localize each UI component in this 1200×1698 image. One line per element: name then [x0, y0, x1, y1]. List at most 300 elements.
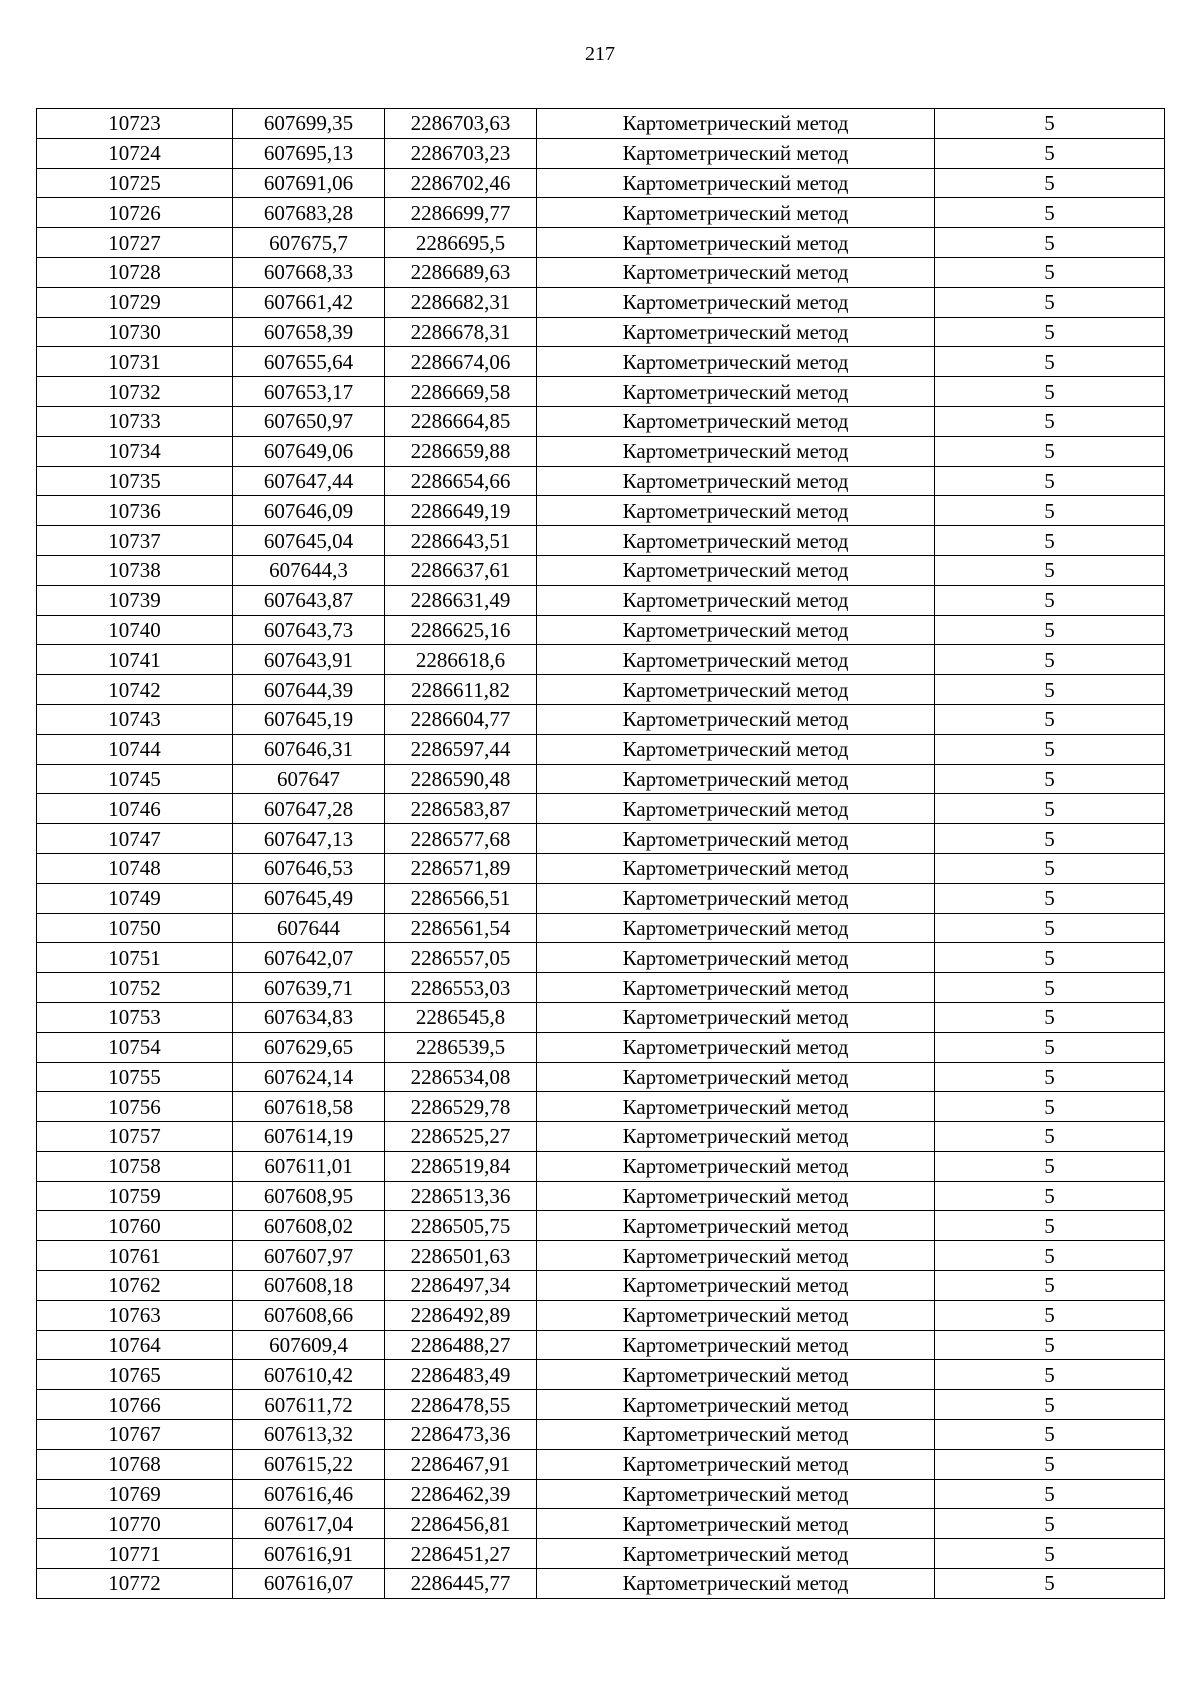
point-number-cell: 10754	[37, 1032, 233, 1062]
table-row	[37, 138, 1165, 168]
method-cell: Картометрический метод	[537, 1151, 935, 1181]
x-coordinate-cell: 607646,31	[233, 734, 385, 764]
precision-cell: 5	[935, 1151, 1165, 1181]
point-number-cell: 10723	[37, 109, 233, 139]
y-coordinate-cell: 2286488,27	[385, 1330, 537, 1360]
point-number-cell: 10761	[37, 1241, 233, 1271]
y-coordinate-cell: 2286492,89	[385, 1300, 537, 1330]
precision-cell: 5	[935, 973, 1165, 1003]
point-number-cell: 10747	[37, 824, 233, 854]
x-coordinate-cell: 607616,07	[233, 1569, 385, 1599]
method-cell: Картометрический метод	[537, 675, 935, 705]
point-number-cell: 10751	[37, 943, 233, 973]
precision-cell: 5	[935, 198, 1165, 228]
method-cell: Картометрический метод	[537, 228, 935, 258]
method-cell: Картометрический метод	[537, 615, 935, 645]
y-coordinate-cell: 2286513,36	[385, 1181, 537, 1211]
point-number-cell: 10724	[37, 138, 233, 168]
y-coordinate-cell: 2286654,66	[385, 466, 537, 496]
x-coordinate-cell: 607611,01	[233, 1151, 385, 1181]
y-coordinate-cell: 2286553,03	[385, 973, 537, 1003]
page-number: 217	[585, 43, 615, 65]
table-row	[37, 406, 1165, 436]
point-number-cell: 10735	[37, 466, 233, 496]
x-coordinate-cell: 607683,28	[233, 198, 385, 228]
method-cell: Картометрический метод	[537, 1390, 935, 1420]
precision-cell: 5	[935, 1181, 1165, 1211]
table-row	[37, 675, 1165, 705]
method-cell: Картометрический метод	[537, 794, 935, 824]
precision-cell: 5	[935, 1211, 1165, 1241]
method-cell: Картометрический метод	[537, 1509, 935, 1539]
table-row	[37, 615, 1165, 645]
point-number-cell: 10759	[37, 1181, 233, 1211]
table-row	[37, 1122, 1165, 1152]
x-coordinate-cell: 607616,91	[233, 1539, 385, 1569]
y-coordinate-cell: 2286478,55	[385, 1390, 537, 1420]
y-coordinate-cell: 2286695,5	[385, 228, 537, 258]
x-coordinate-cell: 607643,73	[233, 615, 385, 645]
precision-cell: 5	[935, 1449, 1165, 1479]
y-coordinate-cell: 2286462,39	[385, 1479, 537, 1509]
table-row	[37, 734, 1165, 764]
x-coordinate-cell: 607634,83	[233, 1002, 385, 1032]
x-coordinate-cell: 607618,58	[233, 1092, 385, 1122]
x-coordinate-cell: 607608,18	[233, 1271, 385, 1301]
method-cell: Картометрический метод	[537, 1181, 935, 1211]
method-cell: Картометрический метод	[537, 1062, 935, 1092]
table-row	[37, 1181, 1165, 1211]
precision-cell: 5	[935, 1420, 1165, 1450]
method-cell: Картометрический метод	[537, 168, 935, 198]
table-row	[37, 228, 1165, 258]
x-coordinate-cell: 607644,39	[233, 675, 385, 705]
x-coordinate-cell: 607699,35	[233, 109, 385, 139]
y-coordinate-cell: 2286577,68	[385, 824, 537, 854]
point-number-cell: 10731	[37, 347, 233, 377]
point-number-cell: 10738	[37, 555, 233, 585]
x-coordinate-cell: 607691,06	[233, 168, 385, 198]
point-number-cell: 10770	[37, 1509, 233, 1539]
y-coordinate-cell: 2286703,23	[385, 138, 537, 168]
table-row	[37, 883, 1165, 913]
table-row	[37, 1539, 1165, 1569]
method-cell: Картометрический метод	[537, 1539, 935, 1569]
table-row	[37, 645, 1165, 675]
method-cell: Картометрический метод	[537, 1360, 935, 1390]
precision-cell: 5	[935, 853, 1165, 883]
precision-cell: 5	[935, 1241, 1165, 1271]
precision-cell: 5	[935, 585, 1165, 615]
precision-cell: 5	[935, 377, 1165, 407]
x-coordinate-cell: 607608,66	[233, 1300, 385, 1330]
precision-cell: 5	[935, 1330, 1165, 1360]
x-coordinate-cell: 607647,13	[233, 824, 385, 854]
x-coordinate-cell: 607639,71	[233, 973, 385, 1003]
y-coordinate-cell: 2286611,82	[385, 675, 537, 705]
precision-cell: 5	[935, 228, 1165, 258]
y-coordinate-cell: 2286451,27	[385, 1539, 537, 1569]
precision-cell: 5	[935, 1390, 1165, 1420]
point-number-cell: 10748	[37, 853, 233, 883]
table-row	[37, 1002, 1165, 1032]
precision-cell: 5	[935, 1539, 1165, 1569]
precision-cell: 5	[935, 794, 1165, 824]
x-coordinate-cell: 607645,19	[233, 704, 385, 734]
y-coordinate-cell: 2286699,77	[385, 198, 537, 228]
table-row	[37, 555, 1165, 585]
method-cell: Картометрический метод	[537, 1449, 935, 1479]
precision-cell: 5	[935, 1032, 1165, 1062]
table-row	[37, 913, 1165, 943]
point-number-cell: 10766	[37, 1390, 233, 1420]
point-number-cell: 10749	[37, 883, 233, 913]
table-row	[37, 943, 1165, 973]
precision-cell: 5	[935, 1479, 1165, 1509]
precision-cell: 5	[935, 824, 1165, 854]
table-row	[37, 526, 1165, 556]
precision-cell: 5	[935, 943, 1165, 973]
table-row	[37, 973, 1165, 1003]
method-cell: Картометрический метод	[537, 138, 935, 168]
point-number-cell: 10734	[37, 436, 233, 466]
point-number-cell: 10772	[37, 1569, 233, 1599]
point-number-cell: 10742	[37, 675, 233, 705]
table-row	[37, 704, 1165, 734]
y-coordinate-cell: 2286649,19	[385, 496, 537, 526]
method-cell: Картометрический метод	[537, 1211, 935, 1241]
y-coordinate-cell: 2286483,49	[385, 1360, 537, 1390]
point-number-cell: 10746	[37, 794, 233, 824]
x-coordinate-cell: 607658,39	[233, 317, 385, 347]
table-row	[37, 764, 1165, 794]
precision-cell: 5	[935, 1002, 1165, 1032]
point-number-cell: 10755	[37, 1062, 233, 1092]
table-row	[37, 1271, 1165, 1301]
y-coordinate-cell: 2286678,31	[385, 317, 537, 347]
method-cell: Картометрический метод	[537, 645, 935, 675]
method-cell: Картометрический метод	[537, 466, 935, 496]
precision-cell: 5	[935, 675, 1165, 705]
x-coordinate-cell: 607643,87	[233, 585, 385, 615]
x-coordinate-cell: 607653,17	[233, 377, 385, 407]
method-cell: Картометрический метод	[537, 1092, 935, 1122]
table-row	[37, 1241, 1165, 1271]
precision-cell: 5	[935, 257, 1165, 287]
x-coordinate-cell: 607629,65	[233, 1032, 385, 1062]
table-row	[37, 168, 1165, 198]
y-coordinate-cell: 2286669,58	[385, 377, 537, 407]
point-number-cell: 10728	[37, 257, 233, 287]
table-row	[37, 1092, 1165, 1122]
precision-cell: 5	[935, 1569, 1165, 1599]
point-number-cell: 10739	[37, 585, 233, 615]
y-coordinate-cell: 2286643,51	[385, 526, 537, 556]
table-row	[37, 794, 1165, 824]
table-row	[37, 1479, 1165, 1509]
method-cell: Картометрический метод	[537, 824, 935, 854]
precision-cell: 5	[935, 168, 1165, 198]
y-coordinate-cell: 2286597,44	[385, 734, 537, 764]
point-number-cell: 10769	[37, 1479, 233, 1509]
point-number-cell: 10726	[37, 198, 233, 228]
table-row	[37, 287, 1165, 317]
precision-cell: 5	[935, 1509, 1165, 1539]
x-coordinate-cell: 607668,33	[233, 257, 385, 287]
method-cell: Картометрический метод	[537, 764, 935, 794]
method-cell: Картометрический метод	[537, 347, 935, 377]
y-coordinate-cell: 2286501,63	[385, 1241, 537, 1271]
x-coordinate-cell: 607616,46	[233, 1479, 385, 1509]
table-row	[37, 317, 1165, 347]
method-cell: Картометрический метод	[537, 1241, 935, 1271]
precision-cell: 5	[935, 734, 1165, 764]
point-number-cell: 10764	[37, 1330, 233, 1360]
method-cell: Картометрический метод	[537, 1002, 935, 1032]
table-row	[37, 1300, 1165, 1330]
table-row	[37, 1360, 1165, 1390]
y-coordinate-cell: 2286625,16	[385, 615, 537, 645]
x-coordinate-cell: 607647,28	[233, 794, 385, 824]
precision-cell: 5	[935, 704, 1165, 734]
y-coordinate-cell: 2286519,84	[385, 1151, 537, 1181]
x-coordinate-cell: 607607,97	[233, 1241, 385, 1271]
x-coordinate-cell: 607675,7	[233, 228, 385, 258]
y-coordinate-cell: 2286674,06	[385, 347, 537, 377]
point-number-cell: 10760	[37, 1211, 233, 1241]
point-number-cell: 10757	[37, 1122, 233, 1152]
x-coordinate-cell: 607695,13	[233, 138, 385, 168]
precision-cell: 5	[935, 883, 1165, 913]
method-cell: Картометрический метод	[537, 496, 935, 526]
method-cell: Картометрический метод	[537, 1479, 935, 1509]
point-number-cell: 10745	[37, 764, 233, 794]
precision-cell: 5	[935, 496, 1165, 526]
point-number-cell: 10743	[37, 704, 233, 734]
point-number-cell: 10730	[37, 317, 233, 347]
x-coordinate-cell: 607655,64	[233, 347, 385, 377]
method-cell: Картометрический метод	[537, 555, 935, 585]
table-row	[37, 853, 1165, 883]
method-cell: Картометрический метод	[537, 913, 935, 943]
x-coordinate-cell: 607613,32	[233, 1420, 385, 1450]
x-coordinate-cell: 607650,97	[233, 406, 385, 436]
precision-cell: 5	[935, 1122, 1165, 1152]
x-coordinate-cell: 607649,06	[233, 436, 385, 466]
table-row	[37, 466, 1165, 496]
precision-cell: 5	[935, 287, 1165, 317]
x-coordinate-cell: 607645,49	[233, 883, 385, 913]
x-coordinate-cell: 607608,02	[233, 1211, 385, 1241]
y-coordinate-cell: 2286445,77	[385, 1569, 537, 1599]
y-coordinate-cell: 2286545,8	[385, 1002, 537, 1032]
table-row	[37, 1390, 1165, 1420]
point-number-cell: 10741	[37, 645, 233, 675]
method-cell: Картометрический метод	[537, 287, 935, 317]
point-number-cell: 10744	[37, 734, 233, 764]
table-row	[37, 1449, 1165, 1479]
point-number-cell: 10758	[37, 1151, 233, 1181]
x-coordinate-cell: 607644,3	[233, 555, 385, 585]
y-coordinate-cell: 2286664,85	[385, 406, 537, 436]
x-coordinate-cell: 607647	[233, 764, 385, 794]
y-coordinate-cell: 2286590,48	[385, 764, 537, 794]
y-coordinate-cell: 2286561,54	[385, 913, 537, 943]
table-row	[37, 1330, 1165, 1360]
point-number-cell: 10727	[37, 228, 233, 258]
precision-cell: 5	[935, 555, 1165, 585]
method-cell: Картометрический метод	[537, 853, 935, 883]
point-number-cell: 10753	[37, 1002, 233, 1032]
method-cell: Картометрический метод	[537, 257, 935, 287]
method-cell: Картометрический метод	[537, 1330, 935, 1360]
point-number-cell: 10767	[37, 1420, 233, 1450]
y-coordinate-cell: 2286631,49	[385, 585, 537, 615]
table-row	[37, 257, 1165, 287]
y-coordinate-cell: 2286557,05	[385, 943, 537, 973]
x-coordinate-cell: 607610,42	[233, 1360, 385, 1390]
precision-cell: 5	[935, 526, 1165, 556]
method-cell: Картометрический метод	[537, 734, 935, 764]
precision-cell: 5	[935, 1062, 1165, 1092]
y-coordinate-cell: 2286682,31	[385, 287, 537, 317]
precision-cell: 5	[935, 764, 1165, 794]
point-number-cell: 10771	[37, 1539, 233, 1569]
table-row	[37, 347, 1165, 377]
point-number-cell: 10733	[37, 406, 233, 436]
precision-cell: 5	[935, 347, 1165, 377]
point-number-cell: 10732	[37, 377, 233, 407]
y-coordinate-cell: 2286529,78	[385, 1092, 537, 1122]
table-row	[37, 109, 1165, 139]
y-coordinate-cell: 2286571,89	[385, 853, 537, 883]
table-row	[37, 1151, 1165, 1181]
table-row	[37, 1509, 1165, 1539]
y-coordinate-cell: 2286618,6	[385, 645, 537, 675]
y-coordinate-cell: 2286702,46	[385, 168, 537, 198]
precision-cell: 5	[935, 436, 1165, 466]
precision-cell: 5	[935, 913, 1165, 943]
point-number-cell: 10740	[37, 615, 233, 645]
y-coordinate-cell: 2286497,34	[385, 1271, 537, 1301]
x-coordinate-cell: 607615,22	[233, 1449, 385, 1479]
table-row	[37, 436, 1165, 466]
x-coordinate-cell: 607642,07	[233, 943, 385, 973]
method-cell: Картометрический метод	[537, 436, 935, 466]
table-row	[37, 824, 1165, 854]
x-coordinate-cell: 607608,95	[233, 1181, 385, 1211]
method-cell: Картометрический метод	[537, 943, 935, 973]
method-cell: Картометрический метод	[537, 883, 935, 913]
point-number-cell: 10750	[37, 913, 233, 943]
table-row	[37, 198, 1165, 228]
method-cell: Картометрический метод	[537, 1122, 935, 1152]
table-body	[37, 109, 1165, 1599]
x-coordinate-cell: 607645,04	[233, 526, 385, 556]
table-row	[37, 496, 1165, 526]
precision-cell: 5	[935, 1092, 1165, 1122]
x-coordinate-cell: 607647,44	[233, 466, 385, 496]
y-coordinate-cell: 2286659,88	[385, 436, 537, 466]
point-number-cell: 10725	[37, 168, 233, 198]
x-coordinate-cell: 607644	[233, 913, 385, 943]
method-cell: Картометрический метод	[537, 1032, 935, 1062]
point-number-cell: 10729	[37, 287, 233, 317]
y-coordinate-cell: 2286539,5	[385, 1032, 537, 1062]
method-cell: Картометрический метод	[537, 973, 935, 1003]
x-coordinate-cell: 607617,04	[233, 1509, 385, 1539]
method-cell: Картометрический метод	[537, 1420, 935, 1450]
y-coordinate-cell: 2286566,51	[385, 883, 537, 913]
precision-cell: 5	[935, 109, 1165, 139]
x-coordinate-cell: 607661,42	[233, 287, 385, 317]
point-number-cell: 10763	[37, 1300, 233, 1330]
method-cell: Картометрический метод	[537, 317, 935, 347]
precision-cell: 5	[935, 645, 1165, 675]
method-cell: Картометрический метод	[537, 109, 935, 139]
method-cell: Картометрический метод	[537, 377, 935, 407]
table-row	[37, 377, 1165, 407]
precision-cell: 5	[935, 406, 1165, 436]
table-row	[37, 1062, 1165, 1092]
method-cell: Картометрический метод	[537, 585, 935, 615]
y-coordinate-cell: 2286473,36	[385, 1420, 537, 1450]
table-row	[37, 1420, 1165, 1450]
precision-cell: 5	[935, 317, 1165, 347]
y-coordinate-cell: 2286456,81	[385, 1509, 537, 1539]
point-number-cell: 10752	[37, 973, 233, 1003]
y-coordinate-cell: 2286534,08	[385, 1062, 537, 1092]
table-row	[37, 1569, 1165, 1599]
table-row	[37, 585, 1165, 615]
y-coordinate-cell: 2286637,61	[385, 555, 537, 585]
method-cell: Картометрический метод	[537, 526, 935, 556]
x-coordinate-cell: 607609,4	[233, 1330, 385, 1360]
precision-cell: 5	[935, 466, 1165, 496]
precision-cell: 5	[935, 1300, 1165, 1330]
point-number-cell: 10765	[37, 1360, 233, 1390]
method-cell: Картометрический метод	[537, 198, 935, 228]
table-row	[37, 1032, 1165, 1062]
coordinates-table	[36, 108, 1165, 1599]
point-number-cell: 10768	[37, 1449, 233, 1479]
precision-cell: 5	[935, 1271, 1165, 1301]
table-row	[37, 1211, 1165, 1241]
y-coordinate-cell: 2286505,75	[385, 1211, 537, 1241]
method-cell: Картометрический метод	[537, 406, 935, 436]
y-coordinate-cell: 2286525,27	[385, 1122, 537, 1152]
point-number-cell: 10737	[37, 526, 233, 556]
y-coordinate-cell: 2286689,63	[385, 257, 537, 287]
precision-cell: 5	[935, 615, 1165, 645]
point-number-cell: 10756	[37, 1092, 233, 1122]
precision-cell: 5	[935, 1360, 1165, 1390]
method-cell: Картометрический метод	[537, 704, 935, 734]
x-coordinate-cell: 607624,14	[233, 1062, 385, 1092]
method-cell: Картометрический метод	[537, 1300, 935, 1330]
x-coordinate-cell: 607614,19	[233, 1122, 385, 1152]
point-number-cell: 10736	[37, 496, 233, 526]
precision-cell: 5	[935, 138, 1165, 168]
method-cell: Картометрический метод	[537, 1271, 935, 1301]
x-coordinate-cell: 607646,09	[233, 496, 385, 526]
y-coordinate-cell: 2286703,63	[385, 109, 537, 139]
y-coordinate-cell: 2286583,87	[385, 794, 537, 824]
y-coordinate-cell: 2286604,77	[385, 704, 537, 734]
x-coordinate-cell: 607646,53	[233, 853, 385, 883]
x-coordinate-cell: 607643,91	[233, 645, 385, 675]
x-coordinate-cell: 607611,72	[233, 1390, 385, 1420]
